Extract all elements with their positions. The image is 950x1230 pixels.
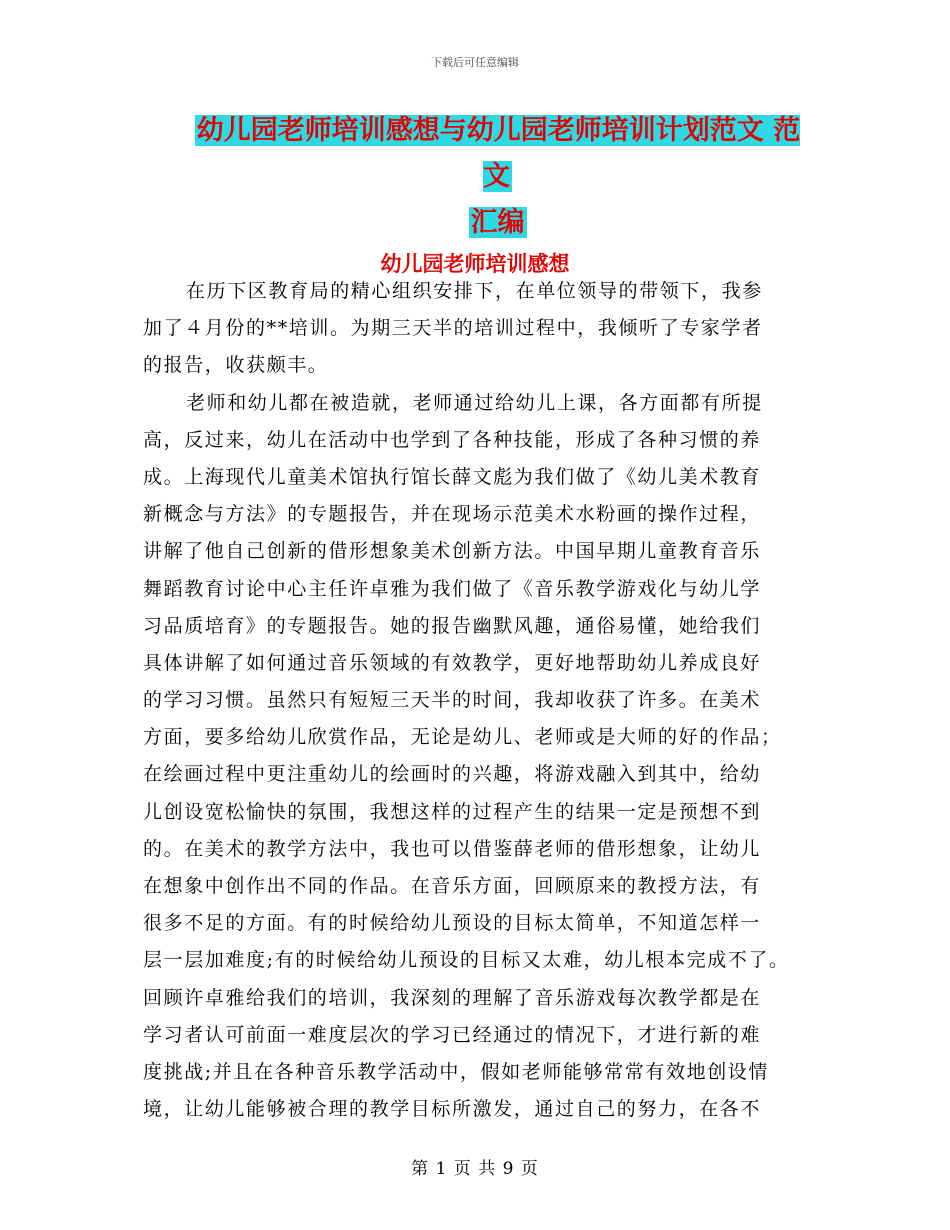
- text-line: 成。上海现代儿童美术馆执行馆长薛文彪为我们做了《幼儿美术教育: [143, 465, 762, 488]
- text-line: 的学习习惯。虽然只有短短三天半的时间，我却收获了许多。在美术: [143, 689, 762, 712]
- text-line: 的报告，收获颇丰。: [143, 354, 329, 377]
- text-line: 境，让幼儿能够被合理的教学目标所激发，通过自己的努力，在各不: [143, 1098, 762, 1121]
- section-title: 幼儿园老师培训感想: [380, 252, 570, 276]
- page-footer: 第 1 页 共 9 页: [411, 1159, 539, 1179]
- document-title: [185, 108, 810, 246]
- text-line: 儿创设宽松愉快的氛围，我想这样的过程产生的结果一定是预想不到: [143, 800, 762, 823]
- header-note: 下载后可任意编辑: [431, 56, 519, 69]
- text-line: 学习者认可前面一难度层次的学习已经通过的情况下，才进行新的难: [143, 1023, 762, 1046]
- text-line: 加了４月份的**培训。为期三天半的培训过程中，我倾听了专家学者: [143, 317, 763, 340]
- text-line: 高，反过来，幼儿在活动中也学到了各种技能，形成了各种习惯的养: [143, 428, 762, 451]
- text-line: 在历下区教育局的精心组织安排下，在单位领导的带领下，我参: [186, 280, 763, 302]
- text-line: 层一层加难度;有的时候给幼儿预设的目标又太难，幼儿根本完成不了。: [143, 949, 790, 972]
- text-line: 新概念与方法》的专题报告，并在现场示范美术水粉画的操作过程，: [143, 503, 762, 526]
- text-line: 的。在美术的教学方法中，我也可以借鉴薛老师的借形想象，让幼儿: [143, 837, 762, 860]
- body-text: [143, 273, 823, 1128]
- text-line: 老师和幼儿都在被造就，老师通过给幼儿上课，各方面都有所提: [186, 391, 763, 414]
- text-line: 习品质培育》的专题报告。她的报告幽默风趣，通俗易懂，她给我们: [143, 614, 762, 637]
- title-line-2: 汇编: [470, 207, 525, 238]
- text-line: 在绘画过程中更注重幼儿的绘画时的兴趣，将游戏融入到其中，给幼: [143, 763, 762, 786]
- text-line: 讲解了他自己创新的借形想象美术创新方法。中国早期儿童教育音乐: [143, 540, 762, 563]
- title-line-1: 幼儿园老师培训感想与幼儿园老师培训计划范文 范文: [196, 115, 801, 192]
- text-line: 度挑战;并且在各种音乐教学活动中，假如老师能够常常有效地创设情: [143, 1060, 770, 1083]
- text-line: 具体讲解了如何通过音乐领域的有效教学，更好地帮助幼儿养成良好: [143, 651, 762, 674]
- text-line: 在想象中创作出不同的作品。在音乐方面，回顾原来的教授方法，有: [143, 875, 762, 897]
- text-line: 舞蹈教育讨论中心主任许卓雅为我们做了《音乐教学游戏化与幼儿学: [143, 577, 762, 600]
- text-line: 方面，要多给幼儿欣赏作品，无论是幼儿、老师或是大师的好的作品；: [143, 726, 782, 749]
- text-line: 回顾许卓雅给我们的培训，我深刻的理解了音乐游戏每次教学都是在: [143, 986, 762, 1009]
- text-line: 很多不足的方面。有的时候给幼儿预设的目标太简单，不知道怎样一: [143, 912, 762, 935]
